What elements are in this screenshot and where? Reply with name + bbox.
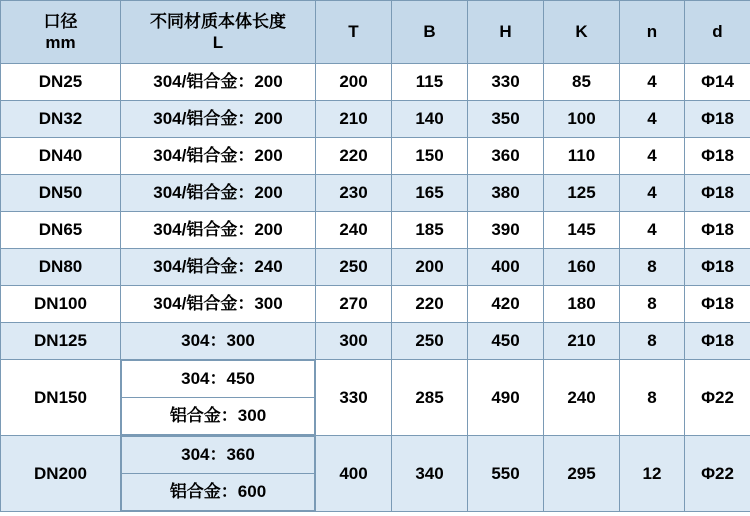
header-line: 口径 xyxy=(43,11,78,31)
cell-length-group xyxy=(121,436,316,512)
cell-size: DN150 xyxy=(1,360,121,436)
header-line: 不同材质本体长度 xyxy=(150,11,286,31)
table-row xyxy=(1,323,750,360)
cell-length: 304/铝合金：300 xyxy=(121,286,316,323)
cell-length: 铝合金：600 xyxy=(122,474,315,511)
cell-h: 450 xyxy=(468,323,544,360)
cell-length: 铝合金：300 xyxy=(122,398,315,435)
cell-d: Φ18 xyxy=(685,212,750,249)
cell-k: 180 xyxy=(544,286,620,323)
cell-t: 270 xyxy=(316,286,392,323)
table-body xyxy=(1,64,750,512)
cell-k: 210 xyxy=(544,323,620,360)
length-variant-row xyxy=(122,437,315,474)
table-row xyxy=(1,101,750,138)
cell-b: 285 xyxy=(392,360,468,436)
table-row xyxy=(1,175,750,212)
cell-k: 125 xyxy=(544,175,620,212)
cell-t: 240 xyxy=(316,212,392,249)
cell-d: Φ18 xyxy=(685,249,750,286)
cell-size: DN80 xyxy=(1,249,121,286)
cell-d: Φ18 xyxy=(685,175,750,212)
cell-d: Φ18 xyxy=(685,101,750,138)
cell-h: 390 xyxy=(468,212,544,249)
cell-k: 85 xyxy=(544,64,620,101)
cell-d: Φ22 xyxy=(685,436,750,512)
table-row xyxy=(1,360,750,436)
cell-length: 304/铝合金：200 xyxy=(121,175,316,212)
cell-length: 304：450 xyxy=(122,361,315,398)
cell-h: 360 xyxy=(468,138,544,175)
cell-h: 420 xyxy=(468,286,544,323)
length-variants xyxy=(121,360,315,435)
cell-size: DN40 xyxy=(1,138,121,175)
cell-b: 115 xyxy=(392,64,468,101)
cell-n: 8 xyxy=(620,360,685,436)
cell-t: 400 xyxy=(316,436,392,512)
cell-h: 330 xyxy=(468,64,544,101)
cell-d: Φ22 xyxy=(685,360,750,436)
cell-d: Φ18 xyxy=(685,323,750,360)
length-variant-row xyxy=(122,398,315,435)
table-row xyxy=(1,138,750,175)
header-line: L xyxy=(212,33,224,52)
length-variants xyxy=(121,436,315,511)
cell-b: 250 xyxy=(392,323,468,360)
cell-k: 240 xyxy=(544,360,620,436)
table-row xyxy=(1,286,750,323)
cell-d: Φ18 xyxy=(685,138,750,175)
header-cell-t: T xyxy=(316,1,392,64)
length-variant-row xyxy=(122,474,315,511)
cell-n: 8 xyxy=(620,249,685,286)
length-variant-row xyxy=(122,361,315,398)
cell-h: 550 xyxy=(468,436,544,512)
cell-size: DN200 xyxy=(1,436,121,512)
cell-b: 165 xyxy=(392,175,468,212)
header-row xyxy=(1,1,750,64)
cell-t: 200 xyxy=(316,64,392,101)
cell-size: DN100 xyxy=(1,286,121,323)
cell-b: 340 xyxy=(392,436,468,512)
cell-length: 304/铝合金：240 xyxy=(121,249,316,286)
cell-n: 4 xyxy=(620,175,685,212)
header-cell-d: d xyxy=(685,1,750,64)
cell-n: 8 xyxy=(620,286,685,323)
cell-length: 304/铝合金：200 xyxy=(121,64,316,101)
cell-t: 250 xyxy=(316,249,392,286)
cell-t: 230 xyxy=(316,175,392,212)
header-line: mm xyxy=(45,33,76,52)
header-cell-h: H xyxy=(468,1,544,64)
cell-d: Φ18 xyxy=(685,286,750,323)
cell-k: 160 xyxy=(544,249,620,286)
header-cell-length xyxy=(121,1,316,64)
cell-h: 380 xyxy=(468,175,544,212)
cell-length: 304/铝合金：200 xyxy=(121,101,316,138)
cell-n: 12 xyxy=(620,436,685,512)
cell-size: DN25 xyxy=(1,64,121,101)
cell-k: 110 xyxy=(544,138,620,175)
cell-length: 304/铝合金：200 xyxy=(121,138,316,175)
cell-length: 304：300 xyxy=(121,323,316,360)
header-cell-b: B xyxy=(392,1,468,64)
cell-n: 4 xyxy=(620,101,685,138)
cell-size: DN50 xyxy=(1,175,121,212)
cell-b: 185 xyxy=(392,212,468,249)
cell-h: 490 xyxy=(468,360,544,436)
cell-k: 100 xyxy=(544,101,620,138)
cell-h: 400 xyxy=(468,249,544,286)
cell-size: DN65 xyxy=(1,212,121,249)
cell-t: 300 xyxy=(316,323,392,360)
header-cell-k: K xyxy=(544,1,620,64)
cell-k: 295 xyxy=(544,436,620,512)
cell-t: 220 xyxy=(316,138,392,175)
cell-b: 220 xyxy=(392,286,468,323)
cell-length-group xyxy=(121,360,316,436)
cell-b: 140 xyxy=(392,101,468,138)
cell-k: 145 xyxy=(544,212,620,249)
table-row xyxy=(1,436,750,512)
cell-t: 330 xyxy=(316,360,392,436)
cell-size: DN125 xyxy=(1,323,121,360)
cell-n: 4 xyxy=(620,138,685,175)
cell-h: 350 xyxy=(468,101,544,138)
cell-length: 304/铝合金：200 xyxy=(121,212,316,249)
header-cell-n: n xyxy=(620,1,685,64)
cell-t: 210 xyxy=(316,101,392,138)
cell-size: DN32 xyxy=(1,101,121,138)
table-header xyxy=(1,1,750,64)
cell-b: 150 xyxy=(392,138,468,175)
cell-length: 304：360 xyxy=(122,437,315,474)
table-row xyxy=(1,64,750,101)
cell-b: 200 xyxy=(392,249,468,286)
cell-n: 4 xyxy=(620,64,685,101)
header-cell-size xyxy=(1,1,121,64)
cell-n: 8 xyxy=(620,323,685,360)
cell-d: Φ14 xyxy=(685,64,750,101)
table-row xyxy=(1,212,750,249)
table-row xyxy=(1,249,750,286)
cell-n: 4 xyxy=(620,212,685,249)
